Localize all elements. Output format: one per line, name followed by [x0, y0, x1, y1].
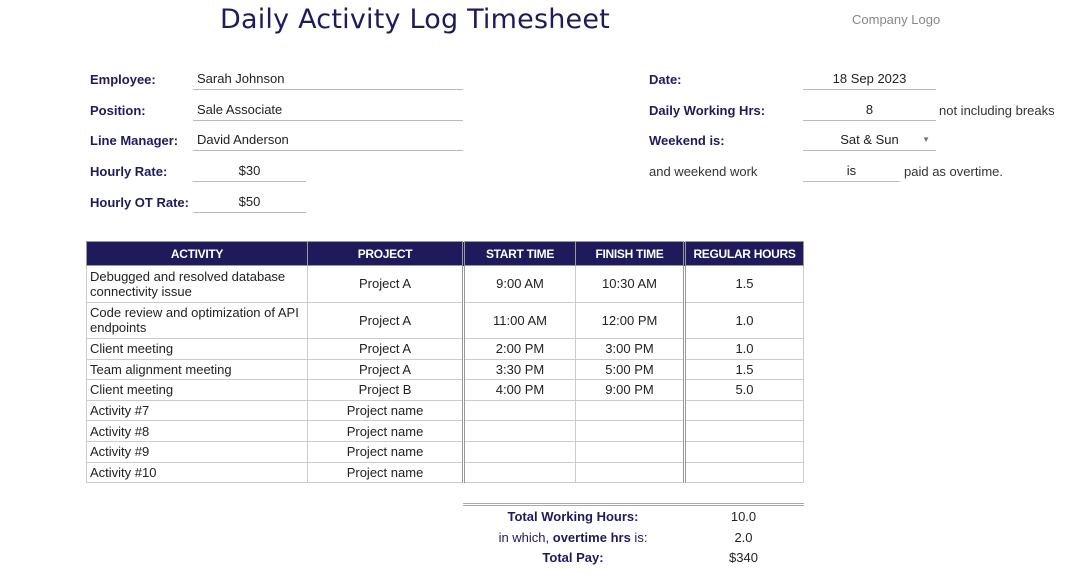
finish-time-cell[interactable]: 12:00 PM	[576, 302, 685, 339]
activity-cell[interactable]: Team alignment meeting	[87, 359, 308, 380]
start-time-cell[interactable]: 11:00 AM	[464, 302, 576, 339]
overtime-value: 2.0	[734, 530, 753, 545]
project-cell[interactable]: Project name	[308, 400, 464, 421]
field-value[interactable]: Sarah Johnson	[193, 70, 463, 90]
date-label: Date:	[649, 72, 682, 87]
project-cell[interactable]: Project A	[308, 339, 464, 360]
activity-cell[interactable]: Debugged and resolved database connectivity issue	[87, 266, 308, 303]
start-time-cell[interactable]: 2:00 PM	[464, 339, 576, 360]
project-cell[interactable]: Project name	[308, 441, 464, 462]
hours-cell[interactable]	[685, 421, 804, 442]
finish-time-cell[interactable]: 5:00 PM	[576, 359, 685, 380]
total-pay-label: Total Pay:	[542, 550, 604, 565]
start-time-cell[interactable]: 9:00 AM	[464, 266, 576, 303]
total-hours-label: Total Working Hours:	[507, 509, 639, 524]
field-label: Hourly Rate:	[90, 164, 168, 180]
table-row	[87, 359, 804, 380]
field-value[interactable]: Sale Associate	[193, 101, 463, 121]
hours-cell[interactable]: 1.0	[685, 302, 804, 339]
weekend-select[interactable]	[803, 131, 936, 151]
weekend-work-field[interactable]: is	[803, 162, 900, 182]
hours-note: not including breaks	[939, 103, 1055, 118]
field-value[interactable]: $30	[193, 162, 306, 182]
header-start-time: START TIME	[464, 242, 576, 266]
table-row	[87, 400, 804, 421]
weekend-work-label: and weekend work	[649, 164, 758, 179]
ot-prefix: in which,	[498, 530, 553, 545]
page-title: Daily Activity Log Timesheet	[220, 4, 610, 35]
activity-cell[interactable]: Activity #8	[87, 421, 308, 442]
daily-hours-label: Daily Working Hrs:	[649, 103, 766, 118]
hours-cell[interactable]: 1.5	[685, 359, 804, 380]
daily-hours-field[interactable]: 8	[803, 101, 936, 121]
activity-table	[86, 241, 804, 483]
finish-time-cell[interactable]: 9:00 PM	[576, 380, 685, 401]
hours-cell[interactable]	[685, 462, 804, 483]
field-label: Line Manager:	[90, 133, 179, 149]
ot-suffix: is:	[630, 530, 648, 545]
header-activity: ACTIVITY	[87, 242, 308, 266]
finish-time-cell[interactable]: 10:30 AM	[576, 266, 685, 303]
hours-cell[interactable]: 5.0	[685, 380, 804, 401]
start-time-cell[interactable]	[464, 462, 576, 483]
total-hours-value: 10.0	[730, 509, 757, 524]
field-value[interactable]: David Anderson	[193, 131, 463, 151]
ot-bold: overtime hrs	[552, 530, 631, 545]
hours-cell[interactable]	[685, 400, 804, 421]
activity-cell[interactable]: Activity #10	[87, 462, 308, 483]
project-cell[interactable]: Project A	[308, 266, 464, 303]
start-time-cell[interactable]	[464, 441, 576, 462]
project-cell[interactable]: Project name	[308, 462, 464, 483]
activity-cell[interactable]: Activity #9	[87, 441, 308, 462]
project-cell[interactable]: Project A	[308, 359, 464, 380]
activity-cell[interactable]: Client meeting	[87, 339, 308, 360]
weekend-work-note: paid as overtime.	[904, 164, 1003, 179]
finish-time-cell[interactable]	[576, 400, 685, 421]
weekend-label: Weekend is:	[649, 133, 725, 148]
hours-cell[interactable]: 1.0	[685, 339, 804, 360]
company-logo: Company Logo	[852, 12, 941, 27]
finish-time-cell[interactable]	[576, 462, 685, 483]
activity-cell[interactable]: Code review and optimization of API endpoints	[87, 302, 308, 339]
table-row	[87, 441, 804, 462]
project-cell[interactable]: Project B	[308, 380, 464, 401]
hours-cell[interactable]	[685, 441, 804, 462]
field-label: Employee:	[90, 72, 156, 87]
start-time-cell[interactable]	[464, 400, 576, 421]
hours-cell[interactable]: 1.5	[685, 266, 804, 303]
table-row	[87, 339, 804, 360]
start-time-cell[interactable]: 3:30 PM	[464, 359, 576, 380]
header-project: PROJECT	[308, 242, 464, 266]
table-row	[87, 462, 804, 483]
table-row	[87, 380, 804, 401]
weekend-value: Sat & Sun	[840, 132, 899, 147]
table-row	[87, 266, 804, 303]
field-label: Hourly OT Rate:	[90, 194, 189, 210]
field-value[interactable]: $50	[193, 193, 306, 213]
finish-time-cell[interactable]: 3:00 PM	[576, 339, 685, 360]
header-finish-time: FINISH TIME	[576, 242, 685, 266]
activity-cell[interactable]: Client meeting	[87, 380, 308, 401]
total-pay-value: $340	[729, 550, 758, 565]
finish-time-cell[interactable]	[576, 441, 685, 462]
overtime-label	[463, 530, 683, 545]
start-time-cell[interactable]	[464, 421, 576, 442]
project-cell[interactable]: Project A	[308, 302, 464, 339]
table-row	[87, 421, 804, 442]
summary-divider	[463, 503, 804, 506]
start-time-cell[interactable]: 4:00 PM	[464, 380, 576, 401]
project-cell[interactable]: Project name	[308, 421, 464, 442]
header-regular-hours: REGULAR HOURS	[685, 242, 804, 266]
field-label: Position:	[90, 102, 146, 118]
activity-cell[interactable]: Activity #7	[87, 400, 308, 421]
date-field[interactable]: 18 Sep 2023	[803, 70, 936, 90]
finish-time-cell[interactable]	[576, 421, 685, 442]
dropdown-arrow-icon: ▼	[922, 135, 930, 144]
table-row	[87, 302, 804, 339]
